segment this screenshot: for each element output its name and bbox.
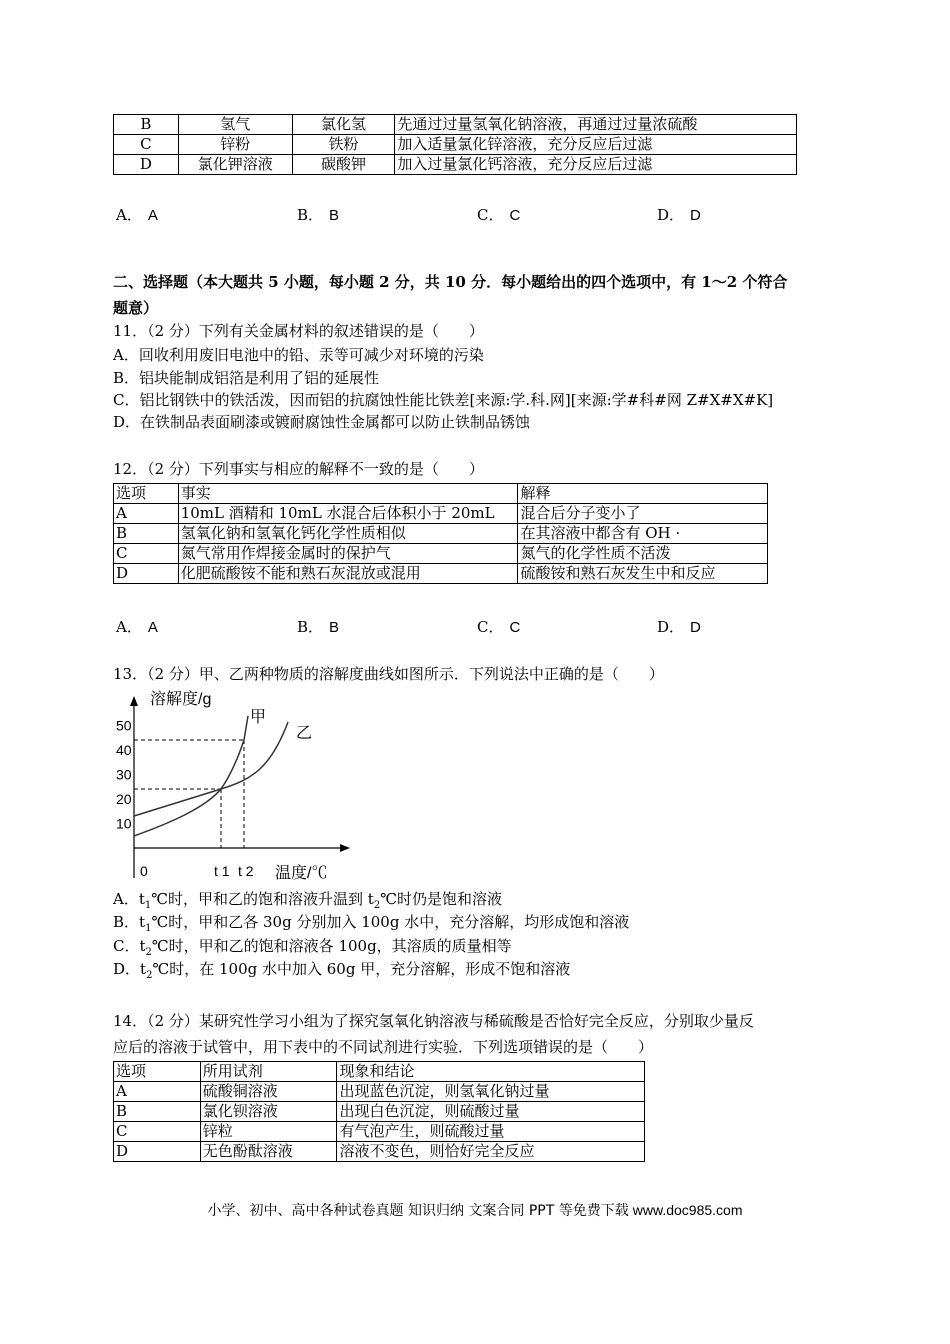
y-tick-label: 20	[116, 791, 132, 807]
table-cell: 溶液不变色，则恰好完全反应	[337, 1142, 645, 1162]
series-yi-label: 乙	[296, 725, 313, 742]
table-row	[114, 524, 768, 544]
table-header-cell: 选项	[114, 1062, 201, 1082]
table-cell: 有气泡产生，则硫酸过量	[337, 1122, 645, 1142]
table-cell: D	[114, 564, 179, 584]
y-axis-label: 溶解度/g	[150, 691, 212, 708]
series-jia-curve	[134, 716, 248, 836]
table-cell: B	[114, 524, 179, 544]
series-jia-label: 甲	[250, 709, 267, 726]
table-header-cell: 所用试剂	[200, 1062, 337, 1082]
q10-option-d[interactable]: D． D	[657, 206, 701, 224]
table-row	[114, 1122, 645, 1142]
q13-choice-c[interactable]: C．$t_2℃$时，甲和乙的饱和溶液各 100g，其溶质的质量相等	[113, 937, 512, 958]
table-cell: A	[114, 1082, 201, 1102]
table-cell: 加入过量氯化钙溶液，充分反应后过滤	[395, 155, 797, 175]
q12-table	[113, 483, 768, 584]
series-yi-curve	[134, 722, 288, 816]
table-cell: B	[114, 115, 179, 135]
table-cell: 解释	[518, 484, 768, 504]
table-header-cell: 现象和结论	[337, 1062, 645, 1082]
table-header	[114, 1062, 645, 1082]
q11-choice-b[interactable]: B．铝块能制成铝箔是利用了铝的延展性	[113, 369, 380, 387]
table-cell: 铁粉	[292, 135, 395, 155]
y-tick-label: 40	[116, 742, 132, 758]
table-cell: C	[114, 1122, 201, 1142]
table-cell: 氮气常用作焊接金属时的保护气	[178, 544, 518, 564]
table-cell: B	[114, 1102, 201, 1122]
footer	[0, 1200, 950, 1220]
q10-option-b[interactable]: B． B	[297, 206, 340, 224]
y-tick-label: 10	[116, 815, 132, 832]
table-row	[114, 155, 797, 175]
q10-table	[113, 114, 797, 175]
q13-choice-b[interactable]: B．$t_1℃$时，甲和乙各 30g 分别加入 100g 水中，充分溶解，均形成饱和溶液	[113, 913, 630, 934]
table-row	[114, 115, 797, 135]
table-cell: 10mL 酒精和 10mL 水混合后体积小于 20mL	[178, 504, 518, 524]
q14-stem-cont: 应后的溶液于试管中，用下表中的不同试剂进行实验．下列选项错误的是（ ）	[113, 1038, 654, 1056]
table-cell: 氮气的化学性质不活泼	[518, 544, 768, 564]
table-cell: 氯化钾溶液	[178, 155, 292, 175]
q13-choice-a[interactable]: A．$t_1℃$时，甲和乙的饱和溶液升温到 $t_2℃$时仍是饱和溶液	[113, 890, 502, 911]
table-cell: 出现蓝色沉淀，则氢氧化钠过量	[337, 1082, 645, 1102]
q13-choice-d[interactable]: D．$t_2℃$时，在 100g 水中加入 60g 甲，充分溶解，形成不饱和溶液	[113, 960, 571, 981]
table-cell: 事实	[178, 484, 518, 504]
table-cell: 氢氧化钠和氢氧化钙化学性质相似	[178, 524, 518, 544]
solubility-chart	[110, 688, 350, 884]
table-row	[114, 1102, 645, 1122]
table-cell: 出现白色沉淀，则硫酸过量	[337, 1102, 645, 1122]
table-cell: 混合后分子变小了	[518, 504, 768, 524]
footer-text: 小学、初中、高中各种试卷真题 知识归纳 文案合同 PPT 等免费下载	[207, 1203, 629, 1219]
q11-choice-c[interactable]: C．铝比钢铁中的铁活泼，因而铝的抗腐蚀性能比铁差[来源:学.科.网][来源:学#科#网 Z#X#X#K]	[113, 391, 774, 409]
section-heading: 二、选择题（本大题共 5 小题，每小题 2 分，共 10 分．每小题给出的四个选项中，有 1～2 个符合	[113, 273, 788, 291]
q14-table	[113, 1061, 645, 1162]
table-cell: A	[114, 504, 179, 524]
q13-stem: 13．（2 分）甲、乙两种物质的溶解度曲线如图所示．下列说法中正确的是（ ）	[113, 665, 664, 683]
table-cell: D	[114, 1142, 201, 1162]
table-cell: 化肥硫酸铵不能和熟石灰混放或混用	[178, 564, 518, 584]
q12-stem: 12．（2 分）下列事实与相应的解释不一致的是（ ）	[113, 460, 484, 478]
x-tick-label: t 2	[238, 863, 254, 879]
table-cell: 氯化氢	[292, 115, 395, 135]
q11-stem: 11．（2 分）下列有关金属材料的叙述错误的是（ ）	[113, 322, 484, 340]
table-row	[114, 484, 768, 504]
y-axis-arrow	[130, 696, 138, 706]
x-axis-label: 温度/℃	[275, 865, 328, 882]
q10-option-a[interactable]: A． A	[116, 206, 158, 224]
table-row	[114, 544, 768, 564]
table-row	[114, 1082, 645, 1102]
table-cell: 选项	[114, 484, 179, 504]
y-tick-label: 30	[116, 766, 132, 783]
table-cell: C	[114, 544, 179, 564]
table-cell: 氢气	[178, 115, 292, 135]
table-cell: 在其溶液中都含有 OH ·	[518, 524, 768, 544]
q12-option-d[interactable]: D． D	[657, 618, 701, 636]
table-row	[114, 1142, 645, 1162]
table-cell: 锌粉	[178, 135, 292, 155]
x-axis-arrow	[340, 844, 350, 852]
table-cell: C	[114, 135, 179, 155]
y-tick-label: 50	[116, 717, 132, 734]
table-cell: 硫酸铜溶液	[200, 1082, 337, 1102]
table-cell: 先通过过量氢氧化钠溶液，再通过过量浓硫酸	[395, 115, 797, 135]
q14-stem: 14．（2 分）某研究性学习小组为了探究氢氧化钠溶液与稀硫酸是否恰好完全反应，分别取少量反	[113, 1012, 754, 1030]
q12-option-a[interactable]: A． A	[116, 618, 158, 636]
table-row	[114, 564, 768, 584]
table-cell: 氯化钡溶液	[200, 1102, 337, 1122]
q11-choice-d[interactable]: D．在铁制品表面刷漆或镀耐腐蚀性金属都可以防止铁制品锈蚀	[113, 413, 531, 431]
x-tick-label: t 1	[214, 863, 230, 879]
table-row	[114, 504, 768, 524]
section-heading-cont: 题意）	[113, 299, 159, 317]
table-cell: 锌粒	[200, 1122, 337, 1142]
q12-option-c[interactable]: C． C	[477, 618, 521, 636]
q12-option-b[interactable]: B． B	[297, 618, 340, 636]
table-cell: 无色酚酞溶液	[200, 1142, 337, 1162]
table-cell: 加入适量氯化锌溶液，充分反应后过滤	[395, 135, 797, 155]
footer-site[interactable]: www.doc985.com	[632, 1202, 743, 1218]
x-tick-label: 0	[140, 863, 148, 879]
q11-choice-a[interactable]: A．回收利用废旧电池中的铅、汞等可减少对环境的污染	[113, 346, 484, 364]
table-cell: 碳酸钾	[292, 155, 395, 175]
table-row	[114, 135, 797, 155]
table-cell: D	[114, 155, 179, 175]
q10-option-c[interactable]: C． C	[477, 206, 521, 224]
table-cell: 硫酸铵和熟石灰发生中和反应	[518, 564, 768, 584]
